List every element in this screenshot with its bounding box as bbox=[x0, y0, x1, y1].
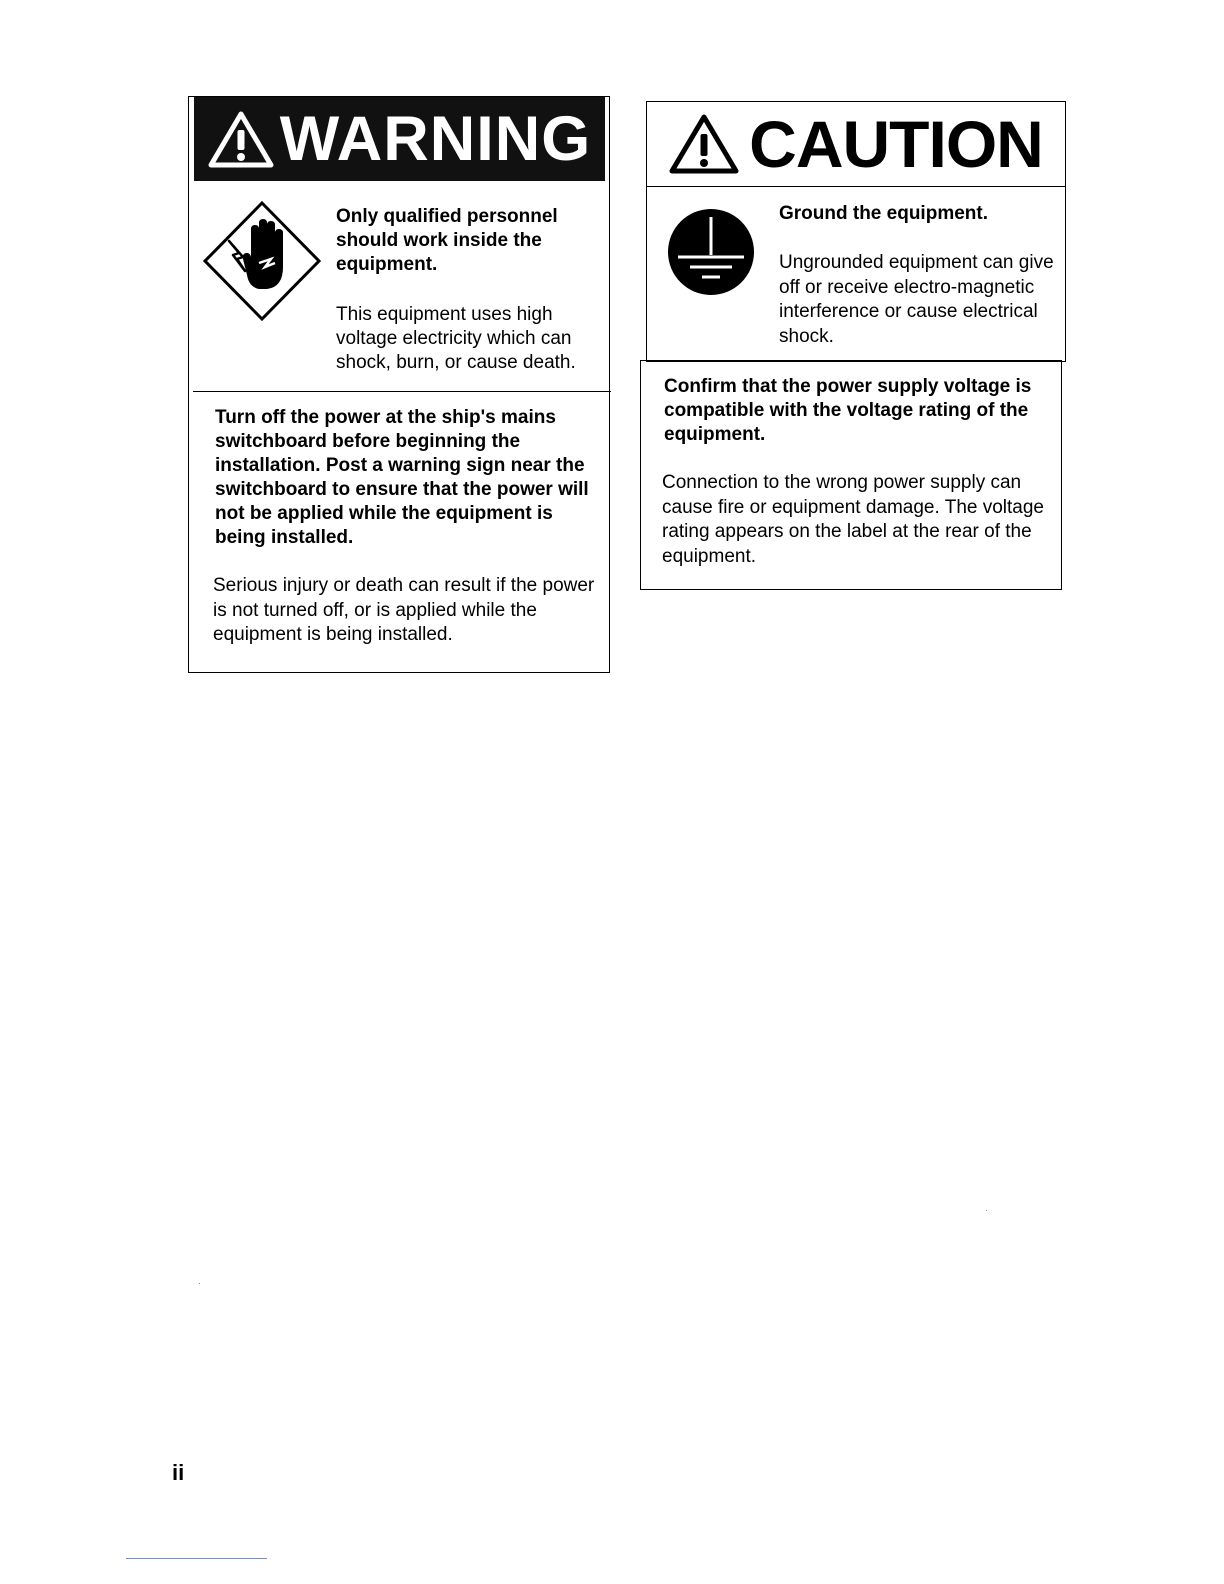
warning-title: WARNING bbox=[279, 103, 592, 174]
scan-speck bbox=[199, 1283, 200, 1284]
caution-box bbox=[640, 101, 1068, 591]
caution-heading-confirm-voltage: Confirm that the power supply voltage is compatible with the voltage rating of the equipment. bbox=[664, 376, 1032, 445]
caution-heading-ground: Ground the equipment. bbox=[779, 203, 988, 224]
scan-speck bbox=[986, 1210, 987, 1211]
warning-text-high-voltage: This equipment uses high voltage electricity which can shock, burn, or cause death. bbox=[336, 304, 576, 373]
caution-triangle-icon bbox=[669, 113, 739, 175]
footer-rule bbox=[126, 1558, 267, 1559]
warning-header bbox=[194, 97, 605, 181]
caution-title: CAUTION bbox=[749, 106, 1043, 181]
warning-divider bbox=[193, 391, 611, 392]
caution-text-ungrounded: Ungrounded equipment can give off or receive electro-magnetic interference or cause electrical shock. bbox=[779, 252, 1054, 347]
caution-header bbox=[646, 101, 1066, 187]
page-number: ii bbox=[172, 1460, 185, 1485]
warning-heading-qualified-personnel: Only qualified personnel should work inside the equipment. bbox=[336, 206, 558, 275]
warning-text-serious-injury: Serious injury or death can result if the power is not turned off, or is applied while the equipment is being installed. bbox=[213, 575, 595, 645]
ground-icon bbox=[666, 207, 756, 297]
electric-shock-hand-icon bbox=[203, 201, 321, 321]
warning-triangle-icon bbox=[208, 110, 274, 168]
caution-text-wrong-supply: Connection to the wrong power supply can cause fire or equipment damage. The voltage rating appears on the label at the rear of the equipment. bbox=[662, 472, 1044, 567]
warning-heading-turn-off-power: Turn off the power at the ship's mains switchboard before beginning the installation. Post a warning sign near the switchboard to ensure that the power will not be applied while the equipment is being installed. bbox=[215, 407, 589, 548]
warning-box bbox=[188, 96, 610, 673]
